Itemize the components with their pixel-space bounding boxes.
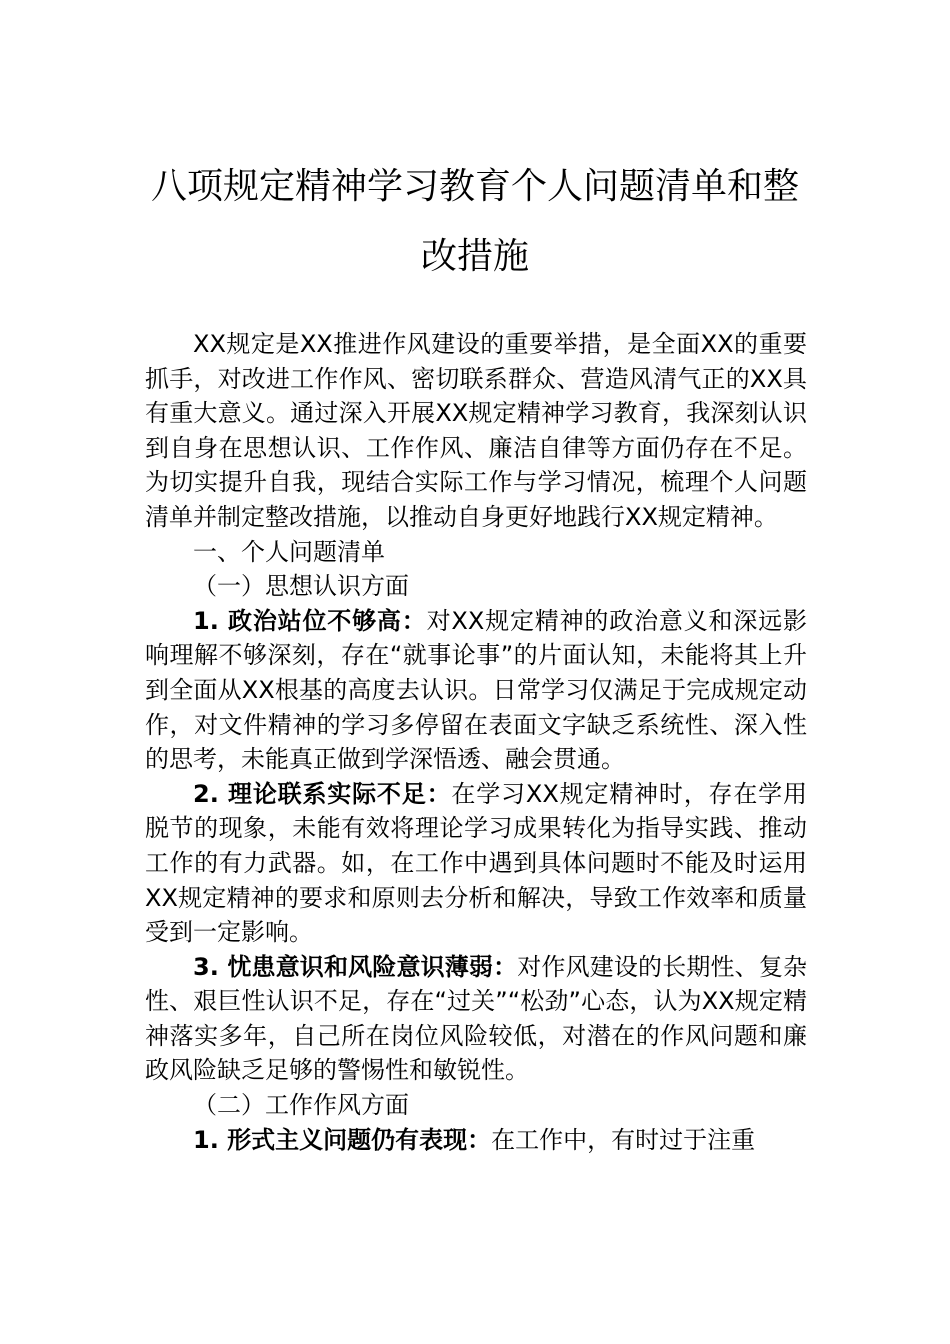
item-text: 对XX规定精神的政治意义和深远影响理解不够深刻，存在“就事论事”的片面认知，未能将其上升到全面从XX根基的高度去认识。日常学习仅满足于完成规定动作，对文件精神的学习多停留在表面文字缺乏系统性、深入性的思考，未能真正做到学深悟透、融会贯通。 [145, 606, 808, 774]
subsection-heading-ideology: （一）思想认识方面 [193, 572, 409, 601]
item-lead: 3. 忧患意识和风险意识薄弱： [193, 952, 518, 981]
intro-paragraph: XX规定是XX推进作风建设的重要举措，是全面XX的重要抓手，对改进工作作风、密切联系群众、营造风清气正的XX具有重大意义。通过深入开展XX规定精神学习教育，我深刻认识到自身在思想认识、工作作风、廉洁自律等方面仍存在不足。为切实提升自我，现结合实际工作与学习情况，梳理个人问题清单并制定整改措施，以推动自身更好地践行XX规定精神。 [145, 330, 807, 531]
title-line-2: 改措施 [420, 236, 529, 277]
item-lead: 2. 理论联系实际不足： [193, 779, 452, 808]
document-body [145, 327, 807, 1157]
item-text: 对作风建设的长期性、复杂性、艰巨性认识不足，存在“过关”“松劲”心态，认为XX规定精神落实多年，自己所在岗位风险较低，对潜在的作风问题和廉政风险缺乏足够的警惕性和敏锐性。 [145, 952, 808, 1085]
item-text: 在工作中，有时过于注重 [491, 1125, 756, 1154]
item-lead: 1. 形式主义问题仍有表现： [193, 1125, 492, 1154]
title-line-1: 八项规定精神学习教育个人问题清单和整 [150, 166, 799, 207]
item-paragraph [145, 604, 807, 777]
item-paragraph [145, 1123, 807, 1158]
item-text: 在学习XX规定精神时，存在学用脱节的现象，未能有效将理论学习成果转化为指导实践、推动工作的有力武器。如，在工作中遇到具体问题时不能及时运用XX规定精神的要求和原则去分析和解决，导致工作效率和质量受到一定影响。 [145, 779, 807, 947]
document-title [100, 152, 850, 292]
item-lead: 1. 政治站位不够高： [193, 606, 427, 635]
item-paragraph [145, 950, 807, 1088]
item-paragraph [145, 777, 807, 950]
section-heading-problem-list: 一、个人问题清单 [193, 537, 385, 566]
subsection-heading-work-style: （二）工作作风方面 [193, 1091, 409, 1120]
